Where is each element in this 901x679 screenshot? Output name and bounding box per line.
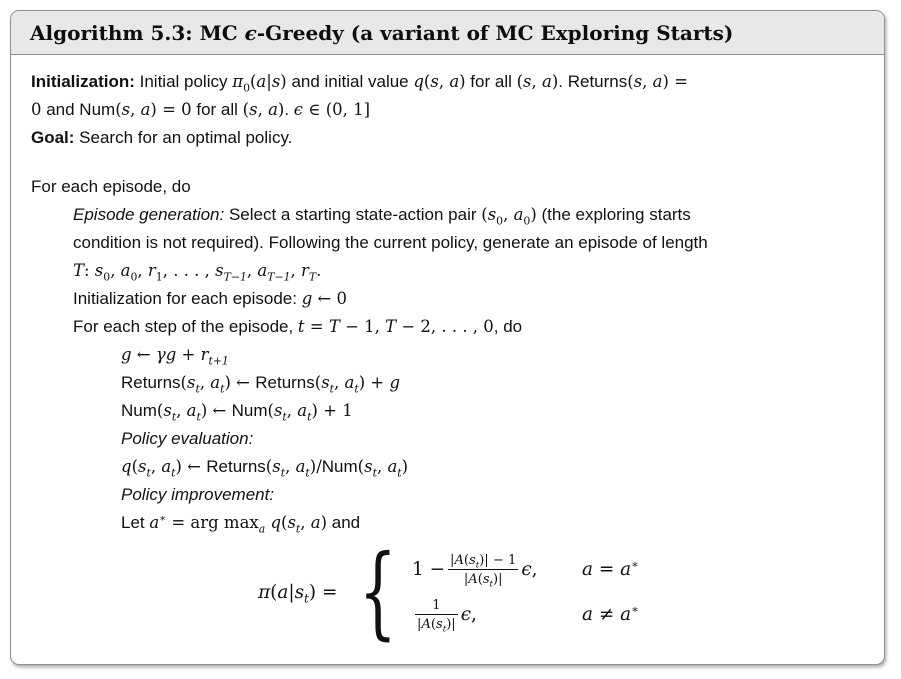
algo-line-7: Initialization for each episode: g ← 0 xyxy=(73,289,348,308)
algorithm-header xyxy=(11,11,884,55)
case-condition: a = a∗ xyxy=(582,556,639,580)
fraction xyxy=(415,597,458,635)
algo-line-5: condition is not required). Following the current policy, generate an episode of length xyxy=(73,233,708,252)
fraction-numerator: 1 xyxy=(415,597,458,615)
algorithm-title: Algorithm 5.3: MC ϵ-Greedy (a variant of MC Exploring Starts) xyxy=(30,20,734,45)
algo-line-10: $Returns(s_t$, $a_t$) ← $Returns(s_t$, $a_t) + g$ xyxy=(121,373,401,396)
algorithm-lines xyxy=(31,68,866,537)
case-pre: 1 − xyxy=(412,559,446,580)
case-post: ϵ, xyxy=(521,559,538,580)
algorithm-box xyxy=(10,10,885,665)
algo-line-4: Episode generation: Select a starting state-action pair ($s_0$, $a_0$) (the exploring starts xyxy=(73,205,691,228)
fraction xyxy=(448,552,518,590)
fraction-denominator: $|A(s_t)|$ xyxy=(417,616,456,635)
algo-line-11: $Num(s_t$, $a_t$) ← $Num(s_t$, $a_t) + 1$ xyxy=(121,401,353,424)
algorithm-body xyxy=(11,55,884,650)
algo-line-6: T: $s_0$, $a_0$, $r_1$, . . . , $s_{T-1}$, $a_{T-1}$, $r_T$. xyxy=(73,261,322,284)
algo-line-2: Goal: Search for an optimal policy. xyxy=(31,128,293,147)
policy-equation xyxy=(31,532,866,650)
algo-line-0: Initialization: Initial policy $\pi_0(a|s)$ and initial value q(s, a) for all (s, a). Returns(s, a) = xyxy=(31,72,688,95)
algo-line-8: For each step of the episode, t = T − 1, T − 2, . . . , 0, do xyxy=(73,317,523,336)
algo-line-9: g ← $\gamma g + r_{t+1}$ xyxy=(121,345,229,368)
cases-brace: { xyxy=(359,532,398,650)
algo-line-1: 0 and Num(s, a) = 0 for all (s, a). ϵ ∈ (0, 1] xyxy=(31,100,371,119)
case-expression xyxy=(412,597,582,635)
fraction-denominator: $|A(s_t)|$ xyxy=(463,571,503,590)
case-post: ϵ, xyxy=(460,604,477,625)
case-row-greedy xyxy=(412,550,639,588)
case-expression xyxy=(412,552,582,590)
algo-line-3: For each episode, do xyxy=(31,177,191,196)
equation-lhs: $\pi(a|s_t)$ = xyxy=(258,581,338,606)
algo-line-12: Policy evaluation: xyxy=(121,429,254,448)
algo-line-13: $q(s_t$, $a_t$) ← $Returns(s_t$, $a_t)/Num(s_t$, $a_t$) xyxy=(121,457,409,480)
equation-cases xyxy=(412,550,639,633)
fraction-numerator: $|A(s_t)| - 1$ xyxy=(450,552,517,571)
algo-line-15: Let a∗ = arg $\max_a q(s_t$, a) and xyxy=(121,513,361,536)
algo-line-14: Policy improvement: xyxy=(121,485,275,504)
case-row-nongreedy xyxy=(412,595,639,633)
case-condition: a ≠ a∗ xyxy=(582,601,639,625)
